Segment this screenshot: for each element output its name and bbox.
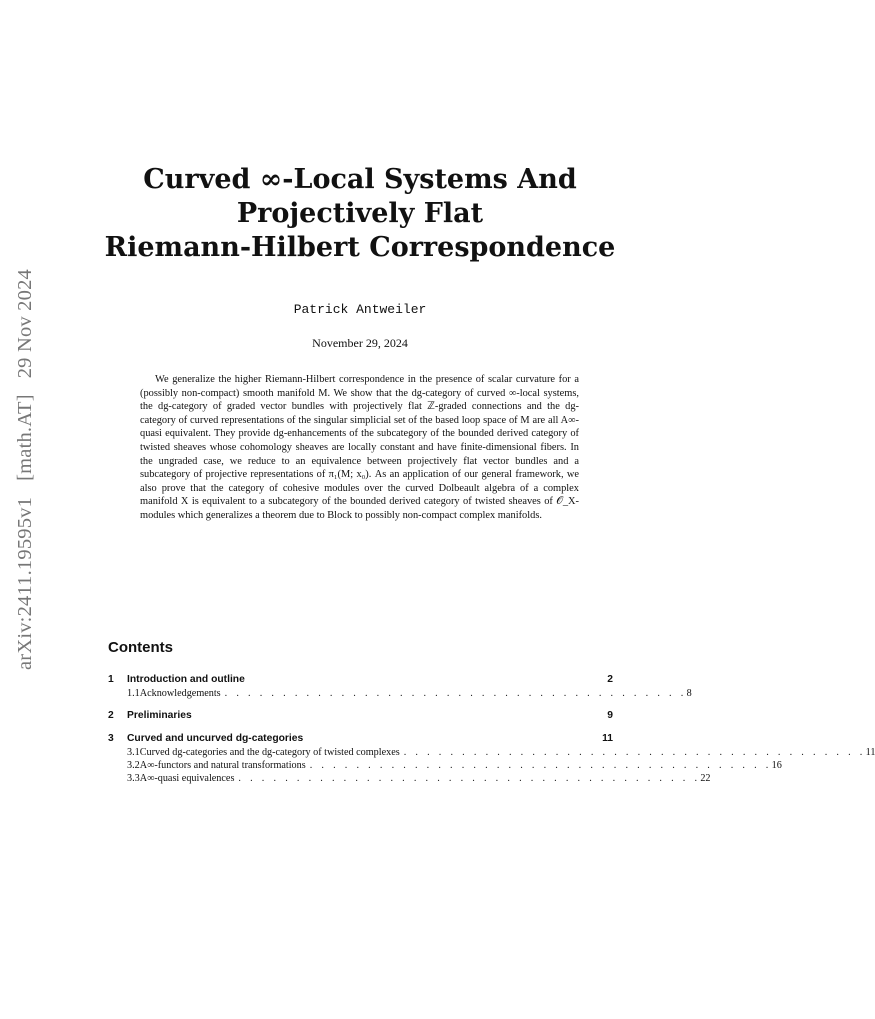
toc-subsection[interactable] [108,760,782,773]
paper-date: November 29, 2024 [312,336,408,350]
toc-subsection-title[interactable]: A∞-quasi equivalences [139,773,235,784]
toc-subsection-number: 1.1 [127,688,140,699]
toc-subsection-number: 3.3 [127,773,140,784]
title-line: Projectively Flat [236,198,484,229]
toc-subsection-title[interactable]: Acknowledgements [139,688,221,699]
author: Patrick Antweiler [293,302,427,317]
toc-subsection-title[interactable]: Curved dg-categories and the dg-category of twisted complexes [139,747,400,758]
toc-section-page: 9 [607,710,613,721]
toc-subsection-number: 3.1 [127,747,140,758]
arxiv-id: arXiv:2411.19595v1 [14,496,36,670]
toc-leader-dots: . . . . . . . . . . . . . . . . . . . . . . . . . . . . . . . . . . . . . . . . [224,688,687,699]
toc-subsection[interactable] [108,688,692,701]
abstract: We generalize the higher Riemann-Hilbert correspondence in the presence of scalar curvature for a (possibly non-compact) smooth manifold M. We show that the dg-category of curved ∞-local systems, the dg-category of graded vector bundles with projectively flat ℤ-graded connections and the dg-category of curved representations of the singular simplicial set of the based loop space of M are all A∞-quasi equivalent. They provide dg-enhancements of the subcategory of the bounded derived category of twisted sheaves whose cohomology sheaves are locally constant and have finite-dimensional fibers. In the ungraded case, we reduce to an equivalence between projectively flat vector bundles and a subcategory of projective representations of π₁(M; x₀). As an application of our general framework, we also prove that the category of cohesive modules over the curved Dolbeault algebra of a complex manifold X is equivalent to a subcategory of the bounded derived category of twisted sheaves of 𝒪_X-modules which generalizes a theorem due to Block to possibly non-compact complex manifolds. [140,374,579,521]
toc-leader-dots: . . . . . . . . . . . . . . . . . . . . . . . . . . . . . . . . . . . . . . . . [238,773,701,784]
table-of-contents [108,674,875,786]
toc-section-title[interactable]: Preliminaries [127,710,192,721]
toc-leader-dots: . . . . . . . . . . . . . . . . . . . . . . . . . . . . . . . . . . . . . . . . [403,747,866,758]
toc-subsection-page: 22 [700,773,711,784]
arxiv-stamp [14,250,37,670]
toc-section-page: 2 [607,674,613,685]
toc-section-number: 3 [108,733,114,744]
title-line: Curved ∞-Local Systems And [143,164,577,195]
arxiv-date: 29 Nov 2024 [14,269,36,379]
title-line: Riemann-Hilbert Correspondence [104,232,616,263]
toc-section-number: 1 [108,674,114,685]
toc-section-number: 2 [108,710,114,721]
paper-title [100,163,620,265]
toc-section-title[interactable]: Curved and uncurved dg-categories [127,733,304,744]
toc-section-page: 11 [602,733,613,744]
toc-subsection-title[interactable]: A∞-functors and natural transformations [139,760,306,771]
toc-subsection[interactable] [108,773,711,786]
toc-subsection[interactable] [108,747,875,760]
toc-subsection-page: 11 [865,747,875,758]
toc-subsection-page: 8 [686,688,692,699]
toc-section[interactable] [108,733,613,747]
toc-leader-dots: . . . . . . . . . . . . . . . . . . . . . . . . . . . . . . . . . . . . . . . . [309,760,772,771]
contents-heading: Contents [108,639,173,656]
toc-subsection-number: 3.2 [127,760,140,771]
toc-section-title[interactable]: Introduction and outline [127,674,245,685]
toc-subsection-page: 16 [771,760,782,771]
toc-section[interactable] [108,674,613,688]
arxiv-category: [math.AT] [14,394,36,481]
toc-section[interactable] [108,710,613,724]
